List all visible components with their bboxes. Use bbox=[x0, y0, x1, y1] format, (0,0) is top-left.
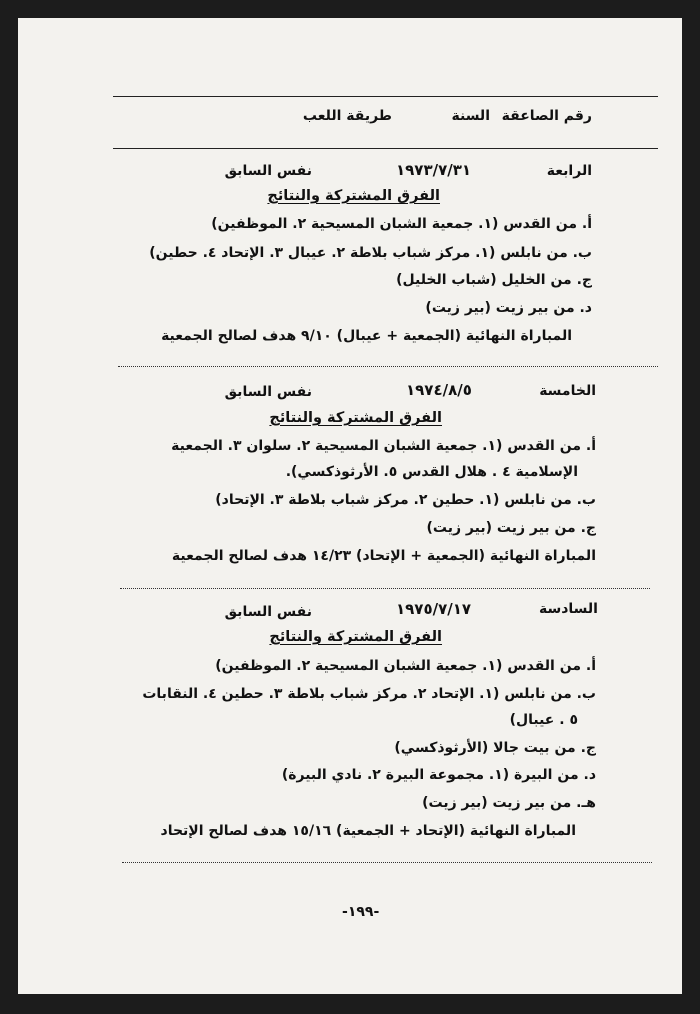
list-item: هـ. من بير زيت (بير زيت) bbox=[422, 795, 596, 811]
header-bottom-rule bbox=[113, 148, 658, 149]
list-item: ٥ . عيبال) bbox=[509, 712, 578, 728]
document-page bbox=[18, 18, 682, 994]
final-match: المباراة النهائية (الجمعية + الإتحاد) ١٤/٢٣ هدف لصالح الجمعية bbox=[171, 548, 596, 564]
section-rank: الرابعة bbox=[546, 163, 592, 179]
section-divider bbox=[118, 366, 658, 367]
header-col-year: السنة bbox=[451, 108, 490, 124]
list-item: الإسلامية ٤ . هلال القدس ٥. الأرثوذكسي). bbox=[285, 464, 578, 480]
header-col-method: طريقة اللعب bbox=[302, 108, 392, 124]
header-top-rule bbox=[113, 96, 658, 97]
list-item: أ. من القدس (١. جمعية الشبان المسيحية ٢. سلوان ٣. الجمعية bbox=[171, 438, 596, 454]
final-match: المباراة النهائية (الجمعية + عيبال) ٩/١٠ هدف لصالح الجمعية bbox=[161, 328, 572, 344]
page-number: -١٩٩- bbox=[342, 904, 380, 920]
section-date: ١٩٧٥/٧/١٧ bbox=[396, 600, 472, 618]
list-item: أ. من القدس (١. جمعية الشبان المسيحية ٢. الموظفين) bbox=[215, 658, 596, 674]
section-rank: السادسة bbox=[538, 601, 598, 617]
section-divider bbox=[120, 588, 650, 589]
section-subtitle: الفرق المشتركة والنتائج bbox=[267, 188, 440, 204]
header-col-lightning: رقم الصاعقة bbox=[501, 108, 592, 124]
list-item: ب. من نابلس (١. الإتحاد ٢. مركز شباب بلاطة ٣. حطين ٤. النقابات bbox=[142, 686, 596, 702]
section-same-method: نفس السابق bbox=[224, 384, 312, 400]
list-item: ج. من بير زيت (بير زيت) bbox=[426, 520, 596, 536]
list-item: ج. من الخليل (شباب الخليل) bbox=[396, 272, 592, 288]
final-match: المباراة النهائية (الإتحاد + الجمعية) ١٥/١٦ هدف لصالح الإتحاد bbox=[160, 823, 576, 839]
list-item: ب. من نابلس (١. مركز شباب بلاطة ٢. عيبال ٣. الإتحاد ٤. حطين) bbox=[149, 245, 592, 261]
section-date: ١٩٧٣/٧/٣١ bbox=[396, 161, 472, 179]
list-item: ج. من بيت جالا (الأرثوذكسي) bbox=[394, 740, 596, 756]
list-item: أ. من القدس (١. جمعية الشبان المسيحية ٢. الموظفين) bbox=[211, 216, 592, 232]
section-same-method: نفس السابق bbox=[224, 604, 312, 620]
list-item: ب. من نابلس (١. حطين ٢. مركز شباب بلاطة ٣. الإتحاد) bbox=[215, 492, 596, 508]
section-subtitle: الفرق المشتركة والنتائج bbox=[269, 629, 442, 645]
list-item: د. من البيرة (١. مجموعة البيرة ٢. نادي البيرة) bbox=[281, 767, 596, 783]
section-divider bbox=[122, 862, 652, 863]
section-rank: الخامسة bbox=[539, 383, 596, 399]
section-subtitle: الفرق المشتركة والنتائج bbox=[269, 410, 442, 426]
section-date: ١٩٧٤/٨/٥ bbox=[406, 381, 472, 399]
section-same-method: نفس السابق bbox=[224, 163, 312, 179]
list-item: د. من بير زيت (بير زيت) bbox=[425, 300, 592, 316]
